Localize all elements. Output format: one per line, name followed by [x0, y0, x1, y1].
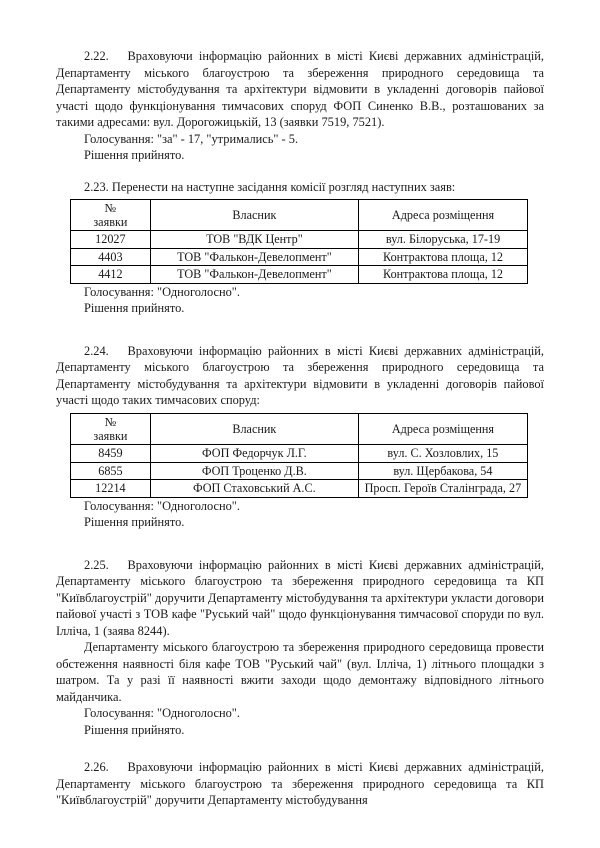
- paragraph-2-24: 2.24. Враховуючи інформацію районних в місті Києві державних адміністрацій, Департаменту міського благоустрою та збереження природного середовища та Департаменту містобудування та архітектури відмовити в укладенні договорів пайової участі щодо таких тимчасових споруд:: [56, 343, 544, 408]
- column-header-owner: Власник: [150, 413, 358, 444]
- column-header-number-line1: №: [104, 414, 117, 429]
- cell-number: 4403: [71, 248, 151, 266]
- column-header-number-line2: заявки: [93, 429, 128, 444]
- column-header-address: Адреса розміщення: [358, 413, 527, 444]
- table-row: [71, 462, 528, 480]
- cell-address: вул. Білоруська, 17-19: [359, 231, 528, 249]
- column-header-owner: Власник: [150, 200, 358, 231]
- cell-number: 8459: [71, 445, 151, 463]
- cell-owner: ТОВ "Фалькон-Девелопмент": [150, 248, 358, 266]
- column-header-number-line1: №: [104, 201, 117, 215]
- spacer: [56, 531, 544, 557]
- decision-line-2-24: Рішення прийнято.: [84, 515, 185, 530]
- voting-line-2-25: Голосування: "Одноголосно".: [84, 706, 240, 721]
- cell-number: 12027: [71, 231, 151, 249]
- cell-address: вул. Щербакова, 54: [358, 462, 527, 480]
- paragraph-2-26: 2.26. Враховуючи інформацію районних в місті Києві державних адміністрацій, Департаменту міського благоустрою та збереження природного середовища та КП "Київблагоустрій" доручити Департаменту містобудування: [56, 760, 544, 808]
- cell-number: 6855: [71, 462, 151, 480]
- applications-table-2-24: [70, 413, 528, 498]
- paragraph-2-25: 2.25. Враховуючи інформацію районних в місті Києві державних адміністрацій, Департаменту міського благоустрою та збереження природного середовища та КП "Київблагоустрій" доручити Департаменту містобудування та архітектури укласти договори пайової участі з ТОВ кафе "Руський чай" щодо функціонування тимчасової споруди по вул. Ілліча, 1 (заява 8244).: [56, 557, 544, 638]
- paragraph-2-22: 2.22. Враховуючи інформацію районних в місті Києві державних адміністрацій, Департаменту міського благоустрою та збереження природного середовища та Департаменту містобудування та архітектури відмовити в укладенні договорів пайової участі щодо функціонування тимчасових споруд ФОП Синенко В.В., розташованих за такими адресами: вул. Дорогожицькій, 13 (заявки 7519, 7521).: [56, 49, 544, 129]
- spacer: [56, 317, 544, 343]
- applications-table-2-23: [70, 199, 528, 284]
- cell-owner: ТОВ "Фалькон-Девелопмент": [150, 266, 358, 284]
- spacer: [56, 738, 544, 759]
- cell-address: Контрактова площа, 12: [359, 266, 528, 284]
- table-row: [71, 248, 528, 266]
- column-header-number-line2: заявки: [93, 215, 128, 230]
- column-header-address: Адреса розміщення: [359, 200, 528, 231]
- decision-line-2-22: Рішення прийнято.: [84, 148, 185, 162]
- table-row: [71, 231, 528, 249]
- cell-owner: ТОВ "ВДК Центр": [150, 231, 358, 249]
- table-header-row: [71, 413, 528, 444]
- paragraph-2-25-part2: Департаменту міського благоустрою та збереження природного середовища провести обстеження наявності біля кафе ТОВ "Руський чай" (вул. Ілліча, 1) літнього площадки з шатром. Та у разі її наявності вжити заходи щодо демонтажу відповідного літнього майданчика.: [56, 640, 544, 704]
- cell-number: 4412: [71, 266, 151, 284]
- table-row: [71, 266, 528, 284]
- cell-address: вул. С. Хозловлих, 15: [358, 445, 527, 463]
- voting-line-2-22: Голосування: "за" - 17, "утримались" - 5.: [84, 131, 299, 146]
- column-header-number: [71, 200, 151, 231]
- table-row: [71, 480, 528, 498]
- paragraph-2-23: 2.23. Перенести на наступне засідання комісії розгляд наступних заяв:: [84, 179, 456, 194]
- column-header-number: [71, 413, 151, 444]
- cell-owner: ФОП Троценко Д.В.: [150, 462, 358, 480]
- table-row: [71, 445, 528, 463]
- cell-address: Просп. Героїв Сталінграда, 27: [358, 480, 527, 498]
- voting-line-2-24: Голосування: "Одноголосно".: [84, 498, 240, 513]
- cell-owner: ФОП Федорчук Л.Г.: [150, 445, 358, 463]
- voting-line-2-23: Голосування: "Одноголосно".: [84, 284, 240, 299]
- cell-address: Контрактова площа, 12: [359, 248, 528, 266]
- spacer: [56, 164, 544, 179]
- decision-line-2-23: Рішення прийнято.: [84, 301, 185, 316]
- decision-line-2-25: Рішення прийнято.: [84, 722, 185, 737]
- table-header-row: [71, 200, 528, 231]
- cell-number: 12214: [71, 480, 151, 498]
- cell-owner: ФОП Стаховський А.С.: [150, 480, 358, 498]
